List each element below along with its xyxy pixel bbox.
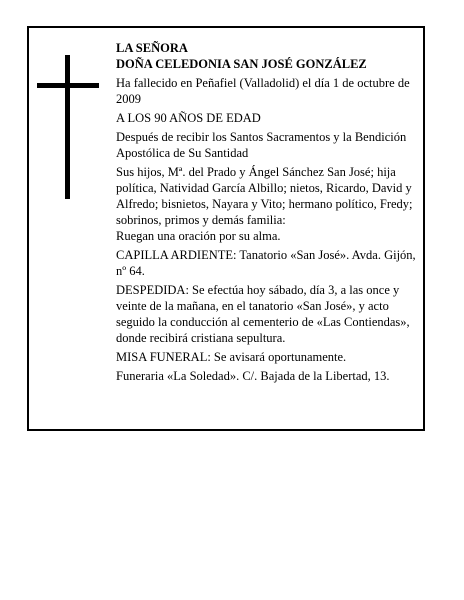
- notice-title: LA SEÑORA: [116, 41, 188, 55]
- obituary-notice: [27, 26, 425, 431]
- family-list: Sus hijos, Mª. del Prado y Ángel Sánchez San José; hija política, Natividad García Albillo; nietos, Ricardo, David y Alfredo; bisnietos, Nayara y Vito; hermano político, Fredy; sobrinos, primos y demás familia:: [116, 165, 413, 227]
- chapel-info: CAPILLA ARDIENTE: Tanatorio «San José». Avda. Gijón, nº 64.: [116, 248, 416, 278]
- funeral-mass-info: MISA FUNERAL: Se avisará oportunamente.: [116, 350, 347, 364]
- sacraments-statement: Después de recibir los Santos Sacramentos y la Bendición Apostólica de Su Santidad: [116, 130, 407, 160]
- funeral-home-info: Funeraria «La Soledad». C/. Bajada de la Libertad, 13.: [116, 369, 390, 383]
- obituary-text: [116, 40, 419, 387]
- prayer-request: Ruegan una oración por su alma.: [116, 229, 281, 243]
- cross-icon: [37, 55, 99, 199]
- age-statement: A LOS 90 AÑOS DE EDAD: [116, 111, 261, 125]
- farewell-info: DESPEDIDA: Se efectúa hoy sábado, día 3, a las once y veinte de la mañana, en el tanatorio «San José», y acto seguido la conducción al cementerio de «Las Contiendas», donde recibirá cristiana sepultura.: [116, 283, 410, 345]
- deceased-name: DOÑA CELEDONIA SAN JOSÉ GONZÁLEZ: [116, 57, 367, 71]
- death-statement: Ha fallecido en Peñafiel (Valladolid) el día 1 de octubre de 2009: [116, 76, 410, 106]
